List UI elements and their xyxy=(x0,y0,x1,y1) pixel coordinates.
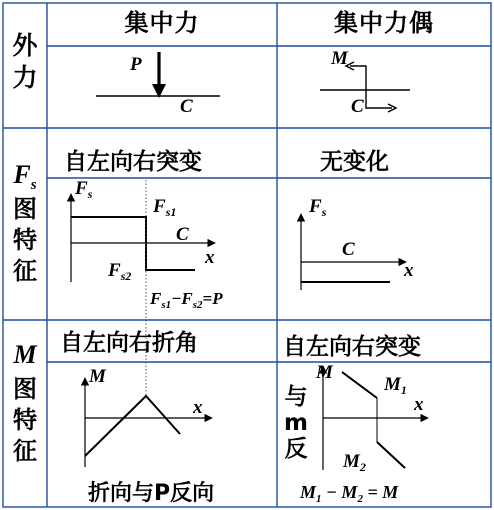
axis-x-label-2: x xyxy=(404,260,414,281)
concentrated-couple-diagram xyxy=(320,48,410,117)
row-label-external-force-text: 外力 xyxy=(12,31,38,92)
m-segment-right xyxy=(377,442,405,468)
m-kink-curve xyxy=(85,396,180,456)
fs-axis-label-1: $F_s$ xyxy=(75,178,93,201)
concentrated-load-diagram xyxy=(96,52,220,117)
couple-lower-arm xyxy=(366,90,392,108)
m-relation-text: $M_1 - M_2 = M$ xyxy=(300,482,399,505)
header-concentrated-couple: 集中力偶 xyxy=(334,9,434,37)
m-jump-diagram xyxy=(299,362,428,505)
fs-symbol: F xyxy=(13,160,31,189)
fs-col2-caption: 无变化 xyxy=(320,149,389,175)
m-axis-label-1: M xyxy=(89,366,106,387)
fs1-label: $F_{s1}$ xyxy=(153,196,177,219)
axis-x-label-4: x xyxy=(414,394,424,415)
point-label-C-4: C xyxy=(342,239,355,260)
fs-constant-diagram xyxy=(301,196,414,290)
axis-x-label-1: x xyxy=(205,247,215,268)
fs-subscript: s xyxy=(30,176,37,193)
fs-relation-label xyxy=(149,289,223,311)
header-concentrated-force: 集中力 xyxy=(124,9,200,37)
m1-label: $M_1$ xyxy=(384,374,407,397)
row-label-fs-text: 图特征 xyxy=(13,195,37,285)
m-col2-caption: 自左向右突变 xyxy=(283,334,421,360)
m2-label: $M_2$ xyxy=(343,451,366,474)
m-kink-diagram xyxy=(85,366,212,467)
m-axis-label-2: M xyxy=(316,362,333,383)
axis-x-label-3: x xyxy=(193,397,203,418)
point-label-C-2: C xyxy=(351,96,364,117)
couple-label-M: M xyxy=(331,48,348,69)
point-label-C-1: C xyxy=(180,96,193,117)
fs-axis-label-2: $F_s$ xyxy=(309,196,327,219)
fs-relation-text: $F_{s1}-F_{s2}=P$ xyxy=(150,289,223,311)
m-segment-left xyxy=(342,372,377,398)
m-col2-side-note-text: 与m反 xyxy=(284,384,308,462)
m-col1-bottom-note-text: 折向与P反向 xyxy=(88,481,215,506)
m-symbol: M xyxy=(13,340,37,369)
m-col2-side-note xyxy=(282,384,310,462)
m-col1-caption: 自左向右折角 xyxy=(60,330,198,356)
force-label-P: P xyxy=(130,54,142,75)
point-label-C-3: C xyxy=(176,224,189,245)
fs2-label: $F_{s2}$ xyxy=(108,260,132,283)
fs-jump-diagram xyxy=(71,178,215,283)
fs-col1-caption: 自左向右突变 xyxy=(64,149,202,175)
row-label-m-text: 图特征 xyxy=(13,375,37,465)
